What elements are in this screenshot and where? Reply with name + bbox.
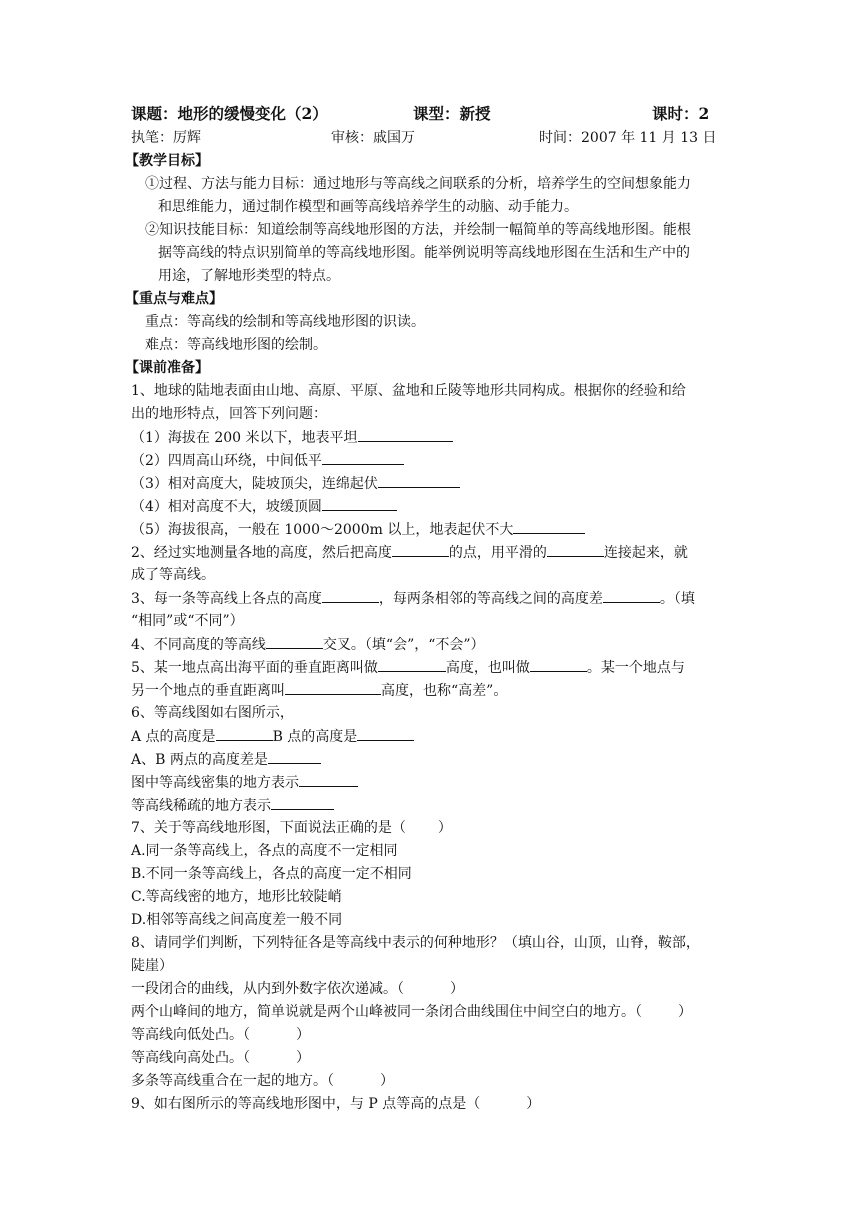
question-5-line-1 xyxy=(131,657,685,678)
question-8c-text: 等高线向低处凸。（ xyxy=(131,1027,250,1043)
objective-2-line-3: 用途，了解地形类型的特点。 xyxy=(158,268,340,284)
question-4-part-1: 4、不同高度的等高线 xyxy=(131,637,266,653)
question-3-line-2: “相同”或“不同”） xyxy=(131,613,244,629)
answer-blank[interactable] xyxy=(378,657,446,672)
author: 执笔：厉辉 xyxy=(131,130,201,146)
question-3-line-1 xyxy=(131,588,695,609)
answer-blank[interactable] xyxy=(603,588,660,603)
answer-blank[interactable] xyxy=(392,542,449,557)
question-5-part-1: 5、某一地点高出海平面的垂直距离叫做 xyxy=(131,660,378,676)
question-6b-text: A、B 两点的高度差是 xyxy=(131,752,268,768)
question-6a xyxy=(131,726,414,747)
answer-blank[interactable] xyxy=(357,726,414,741)
question-5-part-3: 。某一个地点与 xyxy=(586,660,685,676)
date: 时间：2007 年 11 月 13 日 xyxy=(539,130,717,146)
answer-blank[interactable] xyxy=(266,634,323,649)
question-9 xyxy=(131,1094,540,1114)
question-1-line-1: 1、地球的陆地表面由山地、高原、平原、盆地和丘陵等地形共同构成。根据你的经验和给 xyxy=(131,383,686,399)
difficulty-point: 难点：等高线地形图的绘制。 xyxy=(145,337,327,353)
question-8c xyxy=(131,1025,310,1045)
question-8a-text: 一段闭合的曲线，从内到外数字依次递减。（ xyxy=(131,981,404,997)
question-1-line-2: 出的地形特点，回答下列问题： xyxy=(131,406,327,422)
question-1d xyxy=(131,496,397,517)
answer-blank[interactable] xyxy=(530,657,587,672)
question-3-part-1: 3、每一条等高线上各点的高度 xyxy=(131,591,322,607)
key-points-heading: 【重点与难点】 xyxy=(125,291,223,307)
answer-blank[interactable] xyxy=(285,680,381,695)
question-6c xyxy=(131,772,358,793)
objective-1-line-1: ①过程、方法与能力目标：通过地形与等高线之间联系的分析，培养学生的空间想象能力 xyxy=(145,176,691,192)
question-5-line-2 xyxy=(131,680,507,701)
close-paren: ） xyxy=(296,1050,310,1066)
question-1b xyxy=(131,450,404,471)
objectives-heading: 【教学目标】 xyxy=(125,153,209,169)
answer-blank[interactable] xyxy=(322,450,404,465)
question-6d xyxy=(131,795,334,816)
question-2-line-2: 成了等高线。 xyxy=(131,567,215,583)
answer-blank[interactable] xyxy=(271,795,334,810)
prep-heading: 【课前准备】 xyxy=(125,360,209,376)
close-paren: ） xyxy=(380,1073,394,1089)
question-2-part-2: 的点，用平滑的 xyxy=(448,545,547,561)
lesson-hours: 课时：2 xyxy=(652,104,710,123)
question-8d xyxy=(131,1048,310,1068)
option-7b: B.不同一条等高线上，各点的高度一定不相同 xyxy=(131,866,412,882)
question-2-part-1: 2、经过实地测量各地的高度，然后把高度 xyxy=(131,545,392,561)
question-8d-text: 等高线向高处凸。（ xyxy=(131,1050,250,1066)
lesson-type: 课型：新授 xyxy=(413,104,491,123)
objective-1-line-2: 和思维能力，通过制作模型和画等高线培养学生的动脑、动手能力。 xyxy=(158,199,578,215)
question-1c-text: （3）相对高度大，陡坡顶尖，连绵起伏 xyxy=(131,476,378,492)
question-6d-text: 等高线稀疏的地方表示 xyxy=(131,798,271,814)
question-8-line-1: 8、请同学们判断，下列特征各是等高线中表示的何种地形？（填山谷，山顶，山脊，鞍部， xyxy=(131,935,700,951)
question-1b-text: （2）四周高山环绕，中间低平 xyxy=(131,453,322,469)
question-1a-text: （1）海拔在 200 米以下，地表平坦 xyxy=(131,430,358,446)
question-8a xyxy=(131,979,464,999)
option-7a: A.同一条等高线上，各点的高度不一定相同 xyxy=(131,843,398,859)
question-7-stem xyxy=(131,818,452,838)
objective-2-line-2: 据等高线的特点识别简单的等高线地形图。能举例说明等高线地形图在生活和生产中的 xyxy=(158,245,690,261)
answer-blank[interactable] xyxy=(547,542,604,557)
question-1e xyxy=(131,519,585,540)
answer-blank[interactable] xyxy=(216,726,273,741)
option-7c: C.等高线密的地方，地形比较陡峭 xyxy=(131,889,342,905)
close-paren: ） xyxy=(296,1027,310,1043)
close-paren: ） xyxy=(678,1004,692,1020)
question-8e-text: 多条等高线重合在一起的地方。（ xyxy=(131,1073,334,1089)
answer-blank[interactable] xyxy=(268,749,321,764)
close-paren: ） xyxy=(526,1096,541,1112)
question-4-part-2: 交叉。（填“会”，“不会”） xyxy=(322,637,485,653)
answer-blank[interactable] xyxy=(322,588,379,603)
question-2-line-1 xyxy=(131,542,688,563)
question-7-stem-text: 7、关于等高线地形图，下面说法正确的是（ xyxy=(131,820,406,836)
question-1a xyxy=(131,427,453,448)
reviewer: 审核：戚国万 xyxy=(331,130,415,146)
lesson-topic: 课题：地形的缓慢变化（2） xyxy=(131,104,328,123)
question-8b xyxy=(131,1002,692,1022)
question-7-close: ） xyxy=(437,820,452,836)
question-6-line-1: 6、等高线图如右图所示， xyxy=(131,705,294,721)
question-3-part-3: 。（填 xyxy=(659,591,695,607)
question-4 xyxy=(131,634,485,655)
question-6b xyxy=(131,749,321,770)
question-8b-text: 两个山峰间的地方，简单说就是两个山峰被同一条闭合曲线围住中间空白的地方。（ xyxy=(131,1004,642,1020)
answer-blank[interactable] xyxy=(378,473,460,488)
question-2-part-3: 连接起来，就 xyxy=(603,545,688,561)
key-point: 重点：等高线的绘制和等高线地形图的识读。 xyxy=(145,314,425,330)
objective-2-line-1: ②知识技能目标：知道绘制等高线地形图的方法，并绘制一幅简单的等高线地形图。能根 xyxy=(145,222,691,238)
question-6c-text: 图中等高线密集的地方表示 xyxy=(131,775,299,791)
question-8-line-2: 陡崖） xyxy=(131,958,173,974)
answer-blank[interactable] xyxy=(299,772,358,787)
question-6a-part-2: B 点的高度是 xyxy=(272,729,358,745)
question-5-line-2-part-1: 另一个地点的垂直距离叫 xyxy=(131,683,285,699)
question-5-part-2: 高度，也叫做 xyxy=(445,660,530,676)
question-9-text: 9、如右图所示的等高线地形图中，与 P 点等高的点是（ xyxy=(131,1096,481,1112)
option-7d: D.相邻等高线之间高度差一般不同 xyxy=(131,912,343,928)
close-paren: ） xyxy=(450,981,464,997)
question-1e-text: （5）海拔很高，一般在 1000～2000m 以上，地表起伏不大 xyxy=(131,522,514,538)
question-6a-part-1: A 点的高度是 xyxy=(131,729,216,745)
question-1d-text: （4）相对高度不大，坡缓顶圆 xyxy=(131,499,322,515)
question-8e xyxy=(131,1071,394,1091)
answer-blank[interactable] xyxy=(358,427,453,442)
question-1c xyxy=(131,473,460,494)
answer-blank[interactable] xyxy=(513,519,585,534)
answer-blank[interactable] xyxy=(322,496,397,511)
question-5-line-2-part-2: 高度，也称“高差”。 xyxy=(381,683,508,699)
question-3-part-2: ，每两条相邻的等高线之间的高度差 xyxy=(378,591,603,607)
